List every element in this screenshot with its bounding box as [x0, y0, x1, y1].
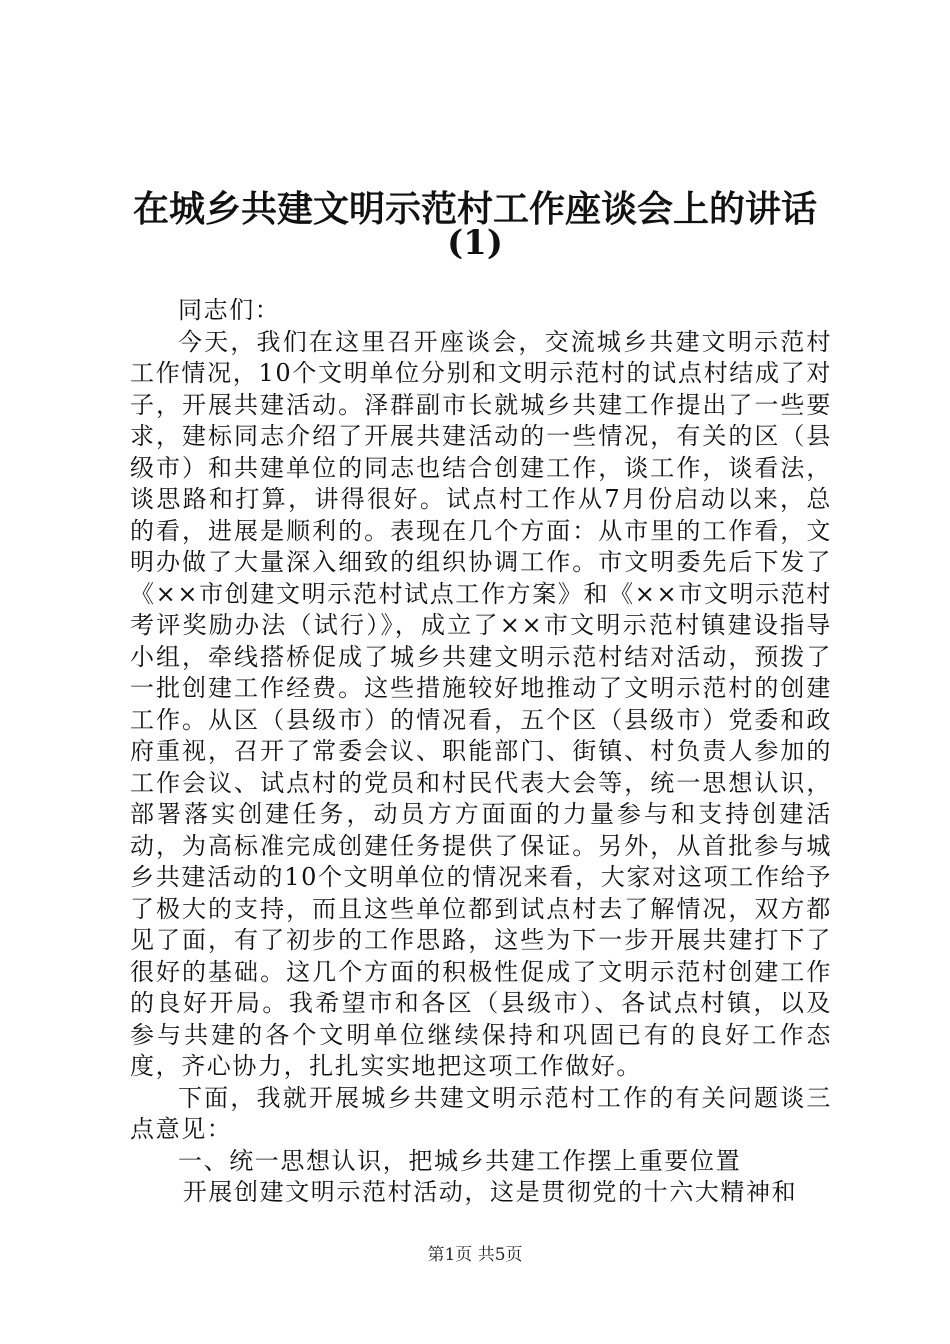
- section-heading: 一、统一思想认识，把城乡共建工作摆上重要位置: [178, 1146, 742, 1175]
- document-title-suffix: (1): [447, 223, 503, 263]
- body-paragraph: 今天，我们在这里召开座谈会，交流城乡共建文明示范村工作情况，10个文明单位分别和文明示范村的试点村结成了对子，开展共建活动。泽群副市长就城乡共建工作提出了一些要求，建标同志介绍了开展共建活动的一些情况，有关的区（县级市）和共建单位的同志也结合创建工作，谈工作，谈看法，谈思路和打算，讲得很好。试点村工作从7月份启动以来，总的看，进展是顺利的。表现在几个方面：从市里的工作看，文明办做了大量深入细致的组织协调工作。市文明委先后下发了《××市创建文明示范村试点工作方案》和《××市文明示范村考评奖励办法（试行）》，成立了××市文明示范村镇建设指导小组，牵线搭桥促成了城乡共建文明示范村结对活动，预拨了一批创建工作经费。这些措施较好地推动了文明示范村的创建工作。从区（县级市）的情况看，五个区（县级市）党委和政府重视，召开了常委会议、职能部门、街镇、村负责人参加的工作会议、试点村的党员和村民代表大会等，统一思想认识，部署落实创建任务，动员方方面面的力量参与和支持创建活动，为高标准完成创建任务提供了保证。另外，从首批参与城乡共建活动的10个文明单位的情况来看，大家对这项工作给予了极大的支持，而且这些单位都到试点村去了解情况，双方都见了面，有了初步的工作思路，这些为下一步开展共建打下了很好的基础。这几个方面的积极性促成了文明示范村创建工作的良好开局。我希望市和各区（县级市）、各试点村镇，以及参与共建的各个文明单位继续保持和巩固已有的良好工作态度，齐心协力，扎扎实实地把这项工作做好。: [130, 327, 832, 1080]
- body-paragraph: 下面，我就开展城乡共建文明示范村工作的有关问题谈三点意见：: [130, 1083, 832, 1143]
- body-paragraph: 开展创建文明示范村活动，这是贯彻党的十六大精神和: [182, 1178, 798, 1206]
- document-body: [130, 295, 832, 1209]
- salutation: 同志们：: [178, 296, 281, 324]
- document-title: 在城乡共建文明示范村工作座谈会上的讲话: [132, 188, 817, 230]
- page-footer: 第1页 共5页: [427, 1245, 523, 1265]
